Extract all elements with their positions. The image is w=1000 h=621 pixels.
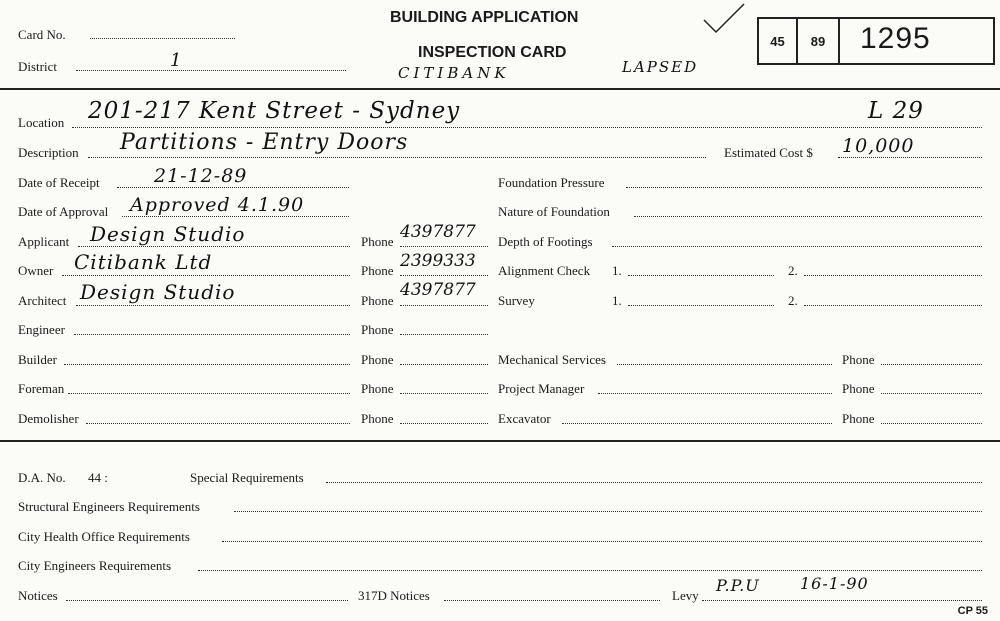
form-title-line1: BUILDING APPLICATION	[390, 9, 579, 26]
city-engineers-requirements-label: City Engineers Requirements	[18, 558, 172, 573]
da-no-label: D.A. No.	[18, 470, 66, 485]
project-manager-phone-label: Phone	[842, 381, 875, 396]
architect-value: Design Studio	[80, 280, 236, 304]
foreman-phone-label: Phone	[361, 381, 394, 396]
header-rule	[0, 88, 1000, 90]
alignment-num2: 2.	[788, 263, 798, 278]
applicant-phone-label: Phone	[361, 234, 394, 249]
applicant-label: Applicant	[18, 234, 70, 249]
description-label: Description	[18, 145, 79, 160]
survey-label: Survey	[498, 293, 535, 308]
structural-requirements-label: Structural Engineers Requirements	[18, 499, 200, 514]
date-approval-value: Approved 4.1.90	[130, 194, 305, 216]
builder-label: Builder	[18, 352, 57, 367]
health-requirements-label: City Health Office Requirements	[18, 529, 190, 544]
survey-num1: 1.	[612, 293, 622, 308]
mechanical-label: Mechanical Services	[498, 352, 606, 367]
district-label: District	[18, 59, 57, 74]
alignment-check-label: Alignment Check	[498, 263, 591, 278]
location-label: Location	[18, 115, 65, 130]
date-receipt-value: 21-12-89	[154, 165, 248, 187]
card-number: 1295	[860, 22, 931, 55]
owner-phone: 2399333	[400, 251, 476, 271]
foundation-pressure-label: Foundation Pressure	[498, 175, 605, 190]
applicant-value: Design Studio	[90, 222, 246, 246]
excavator-label: Excavator	[498, 411, 551, 426]
date-receipt-label: Date of Receipt	[18, 175, 100, 190]
engineer-label: Engineer	[18, 322, 65, 337]
excavator-phone-label: Phone	[842, 411, 875, 426]
district-line	[76, 70, 346, 71]
estimated-cost-label: Estimated Cost $	[724, 145, 813, 160]
owner-value: Citibank Ltd	[74, 250, 213, 274]
project-manager-label: Project Manager	[498, 381, 585, 396]
owner-phone-label: Phone	[361, 263, 394, 278]
handwritten-status: LAPSED	[622, 58, 699, 76]
architect-label: Architect	[18, 293, 67, 308]
box-year-a: 45	[770, 34, 785, 49]
architect-phone: 4397877	[400, 280, 476, 300]
depth-footings-label: Depth of Footings	[498, 234, 593, 249]
notices-label: Notices	[18, 588, 58, 603]
foreman-label: Foreman	[18, 381, 65, 396]
handwritten-company: CITIBANK	[398, 64, 510, 82]
card-no-line	[90, 38, 235, 39]
description-value: Partitions - Entry Doors	[120, 130, 409, 155]
box-year-b: 89	[810, 34, 826, 49]
owner-label: Owner	[18, 263, 54, 278]
demolisher-label: Demolisher	[18, 411, 79, 426]
mechanical-phone-label: Phone	[842, 352, 875, 367]
tick-mark-icon	[700, 2, 748, 36]
form-code: CP 55	[957, 605, 988, 617]
levy-date: 16-1-90	[800, 574, 869, 593]
nature-foundation-label: Nature of Foundation	[498, 204, 610, 219]
section-rule	[0, 440, 1000, 442]
estimated-cost-value: 10,000	[842, 135, 915, 157]
notices-317d-label: 317D Notices	[358, 588, 430, 603]
engineer-phone-label: Phone	[361, 322, 394, 337]
levy-label: Levy	[672, 588, 699, 603]
survey-num2: 2.	[788, 293, 798, 308]
alignment-num1: 1.	[612, 263, 622, 278]
demolisher-phone-label: Phone	[361, 411, 394, 426]
da-no-value: 44 :	[88, 470, 108, 485]
form-title-line2: INSPECTION CARD	[418, 44, 567, 61]
location-value: 201-217 Kent Street - Sydney	[88, 98, 461, 124]
levy-value: P.P.U	[716, 576, 760, 595]
lot-value: L 29	[868, 98, 924, 124]
card-no-label: Card No.	[18, 27, 66, 42]
date-approval-label: Date of Approval	[18, 204, 109, 219]
builder-phone-label: Phone	[361, 352, 394, 367]
architect-phone-label: Phone	[361, 293, 394, 308]
applicant-phone: 4397877	[400, 222, 476, 242]
special-requirements-label: Special Requirements	[190, 470, 304, 485]
district-value: 1	[170, 50, 183, 71]
